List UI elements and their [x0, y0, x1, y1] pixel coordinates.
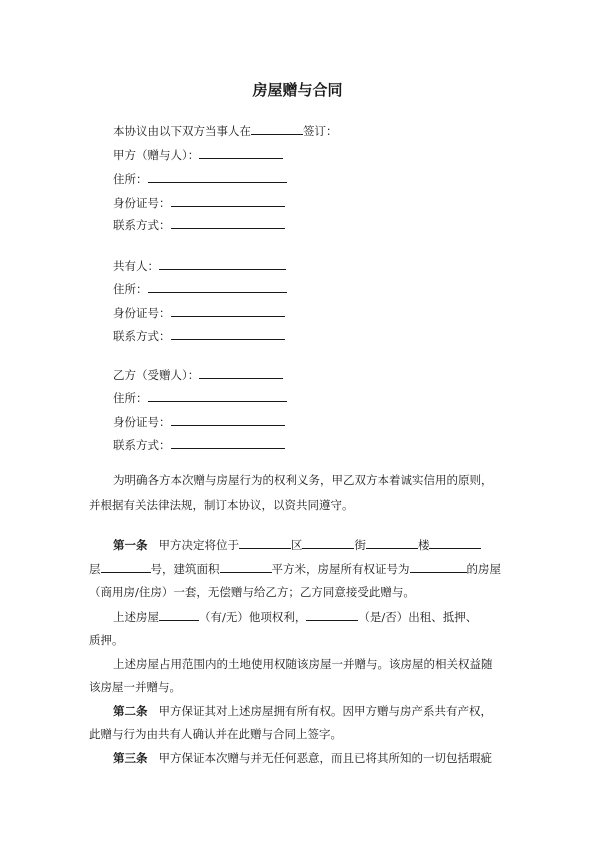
party-b-contact-line — [113, 437, 285, 452]
party-b-contact-blank[interactable] — [171, 437, 285, 449]
party-a-contact-label: 联系方式： — [113, 218, 171, 232]
lease-mortgage-blank[interactable] — [306, 609, 358, 621]
article-1-para-2 — [113, 609, 477, 624]
intro-text-before: 本协议由以下双方当事人在 — [113, 124, 251, 138]
party-b-id-label: 身份证号： — [113, 415, 171, 429]
party-a-name-blank[interactable] — [199, 147, 283, 159]
party-a-id-label: 身份证号： — [113, 196, 171, 210]
article-1-p2-text-a: 上述房屋 — [113, 610, 159, 624]
article-1-text-a: 甲方决定将位于 — [158, 538, 239, 552]
co-owner-name-blank[interactable] — [159, 258, 286, 270]
intro-text-after: 签订： — [303, 124, 338, 138]
co-owner-address-label: 住所： — [113, 282, 148, 296]
co-owner-contact-label: 联系方式： — [113, 329, 171, 343]
party-a-id-line — [113, 195, 285, 210]
article-3-text-1: 甲方保证本次赠与并无任何恶意，而且已将其所知的一切包括瑕疵 — [158, 751, 492, 765]
floor-blank[interactable] — [429, 537, 481, 549]
party-a-label: 甲方（赠与人）： — [113, 148, 200, 162]
party-a-contact-blank[interactable] — [171, 217, 285, 229]
co-owner-id-blank[interactable] — [171, 305, 285, 317]
party-a-address-line — [113, 171, 287, 186]
encumbrance-blank[interactable] — [159, 609, 199, 621]
co-owner-label-line — [113, 258, 286, 273]
party-b-label-line — [113, 367, 283, 382]
building-blank[interactable] — [366, 537, 418, 549]
party-b-id-line — [113, 414, 285, 429]
party-a-id-blank[interactable] — [171, 195, 285, 207]
party-b-id-blank[interactable] — [171, 414, 285, 426]
area-blank[interactable] — [220, 561, 272, 573]
article-1-text-d: 楼 — [417, 538, 430, 552]
party-a-address-label: 住所： — [113, 172, 148, 186]
article-1-text-house: 的房屋 — [466, 562, 501, 576]
party-b-address-line — [113, 390, 287, 405]
co-owner-address-line — [113, 281, 287, 296]
article-2-heading: 第二条 — [113, 704, 148, 718]
article-2-line-2: 此赠与行为由共有人确认并在此赠与合同上签字。 — [89, 727, 342, 741]
preamble-line-2: 并根据有关法律法规，制订本协议，以资共同遵守。 — [89, 498, 354, 512]
article-1-line-3: （商用房/住房）一套，无偿赠与给乙方；乙方同意接受此赠与。 — [89, 585, 415, 599]
preamble-line-1: 为明确各方本次赠与房屋行为的权利义务，甲乙双方本着诚实信用的原则， — [113, 473, 493, 487]
party-b-address-blank[interactable] — [148, 390, 287, 402]
intro-line — [113, 123, 338, 138]
party-b-label: 乙方（受赠人）： — [113, 368, 200, 382]
unit-number-blank[interactable] — [101, 561, 151, 573]
party-b-contact-label: 联系方式： — [113, 438, 171, 452]
document-title: 房屋赠与合同 — [252, 81, 343, 99]
article-3-heading: 第三条 — [113, 751, 148, 765]
party-a-address-blank[interactable] — [148, 171, 287, 183]
co-owner-address-blank[interactable] — [148, 281, 287, 293]
street-blank[interactable] — [302, 537, 354, 549]
article-1-para-3-line-1: 上述房屋占用范围内的土地使用权随该房屋一并赠与。该房屋的相关权益随 — [113, 657, 493, 671]
article-1-line-2 — [89, 561, 501, 576]
article-3-line-1 — [113, 751, 492, 765]
co-owner-contact-blank[interactable] — [171, 328, 285, 340]
article-1-text-floor: 层 — [89, 562, 101, 576]
article-1-heading: 第一条 — [113, 538, 148, 552]
article-1-para-3-line-2: 该房屋一并赠与。 — [89, 680, 181, 694]
article-2-text-1: 甲方保证其对上述房屋拥有所有权。因甲方赠与房产系共有产权， — [158, 704, 492, 718]
article-1-text-b: 区 — [290, 538, 303, 552]
party-a-contact-line — [113, 217, 285, 232]
co-owner-id-line — [113, 305, 285, 320]
article-1-text-c: 街 — [354, 538, 366, 552]
district-blank[interactable] — [239, 537, 291, 549]
co-owner-contact-line — [113, 328, 285, 343]
article-1-text-area: 号，建筑面积 — [150, 562, 220, 576]
co-owner-id-label: 身份证号： — [113, 306, 171, 320]
party-b-name-blank[interactable] — [199, 367, 283, 379]
party-a-label-line — [113, 147, 283, 162]
article-1-p2-text-b: （有/无）他项权利， — [199, 610, 307, 624]
article-1-line-1 — [113, 537, 481, 552]
article-1-p2-text-c: （是/否）出租、抵押、 — [358, 610, 478, 624]
certificate-number-blank[interactable] — [410, 561, 467, 573]
article-1-text-cert: 平方米，房屋所有权证号为 — [271, 562, 410, 576]
party-b-address-label: 住所： — [113, 391, 148, 405]
co-owner-label: 共有人： — [113, 259, 159, 273]
article-2-line-1 — [113, 704, 492, 718]
sign-place-blank[interactable] — [251, 123, 303, 135]
article-1-para-2-cont: 质押。 — [89, 633, 124, 647]
